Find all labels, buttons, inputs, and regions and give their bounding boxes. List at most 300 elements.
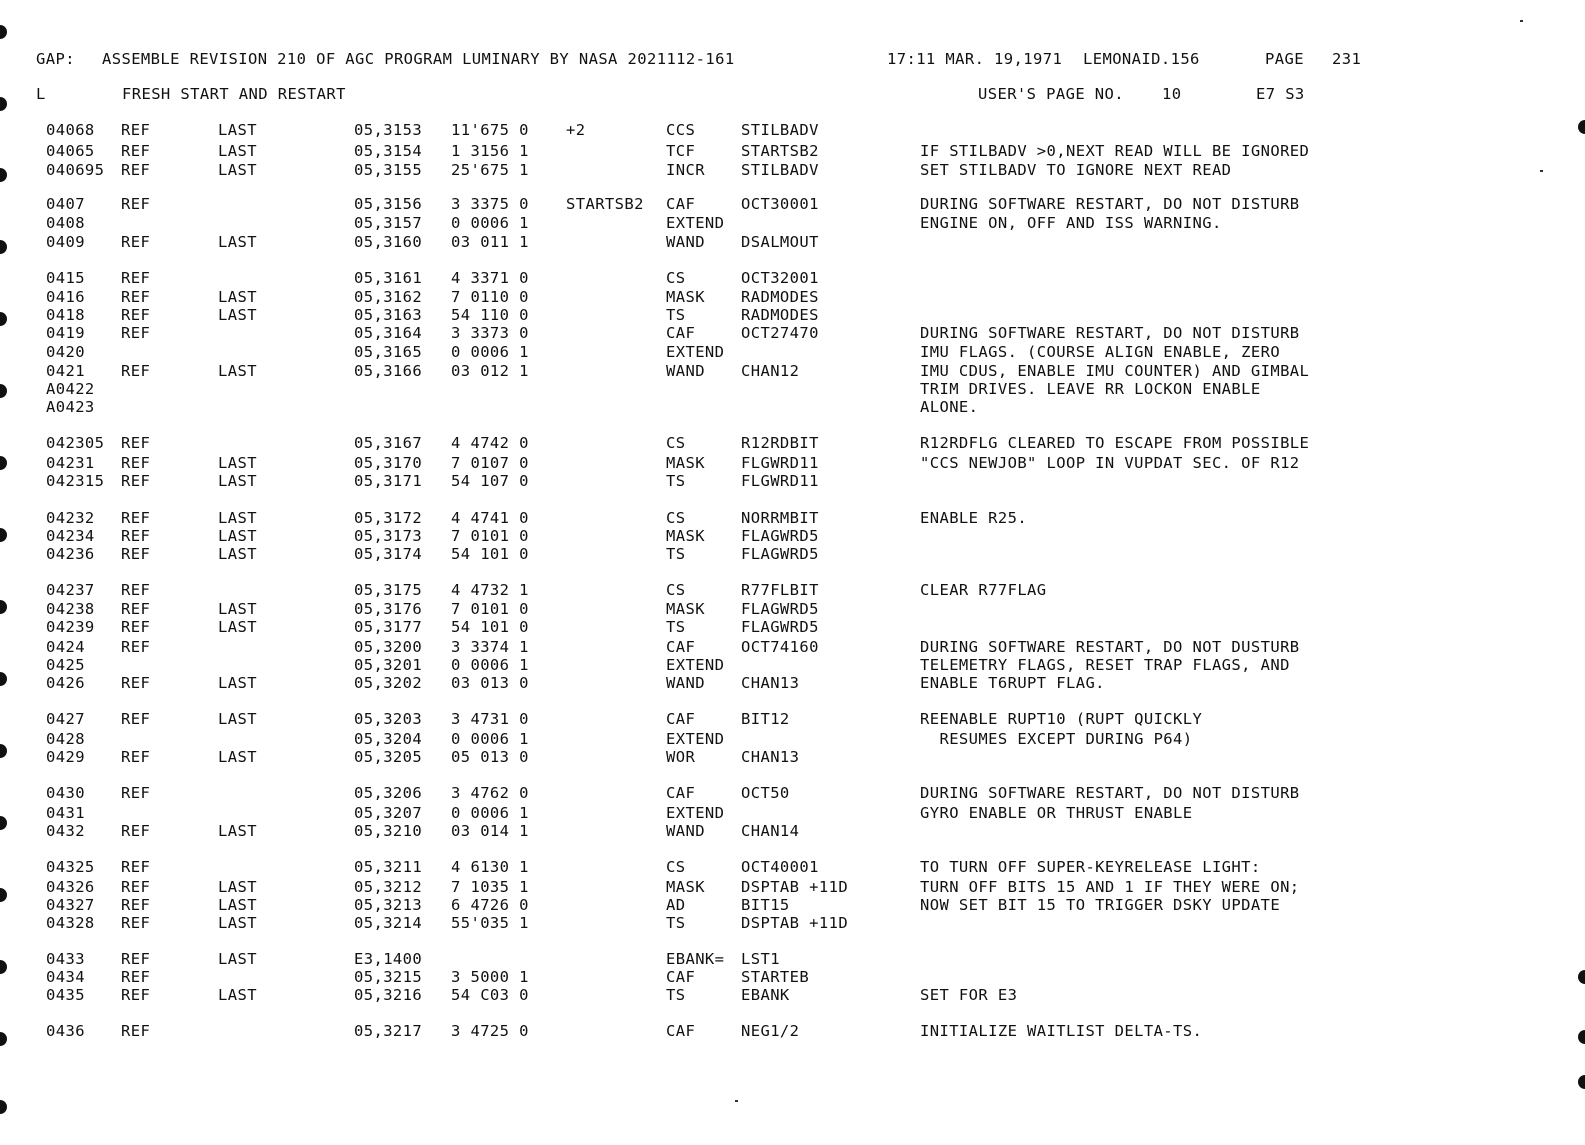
punch-hole <box>0 456 7 470</box>
statement-label: +2 <box>566 121 586 139</box>
ref: REF <box>121 454 151 472</box>
opcode: TS <box>666 472 686 490</box>
address: 05,3163 <box>354 306 423 324</box>
seq: 0434 <box>46 968 85 986</box>
opcode: CS <box>666 581 686 599</box>
ref: REF <box>121 233 151 251</box>
comment: CLEAR R77FLAG <box>920 581 1047 599</box>
octal-word: 6 4726 0 <box>451 896 529 914</box>
seq: 0428 <box>46 730 85 748</box>
operand: OCT74160 <box>741 638 819 656</box>
ref: REF <box>121 545 151 563</box>
address: 05,3206 <box>354 784 423 802</box>
seq: 04068 <box>46 121 95 139</box>
operand: R77FLBIT <box>741 581 819 599</box>
opcode: WAND <box>666 362 705 380</box>
octal-word: 0 0006 1 <box>451 804 529 822</box>
octal-word: 54 C03 0 <box>451 986 529 1004</box>
seq: 0436 <box>46 1022 85 1040</box>
operand: DSPTAB +11D <box>741 914 849 932</box>
operand: FLAGWRD5 <box>741 545 819 563</box>
operand: FLAGWRD5 <box>741 600 819 618</box>
address: 05,3156 <box>354 195 423 213</box>
octal-word: 7 1035 1 <box>451 878 529 896</box>
last-label: LAST <box>218 710 257 728</box>
section-header <box>0 84 1305 104</box>
seq: 0420 <box>46 343 85 361</box>
punch-hole <box>1578 970 1585 984</box>
address: 05,3204 <box>354 730 423 748</box>
address: 05,3171 <box>354 472 423 490</box>
punch-hole <box>0 25 7 39</box>
octal-word: 3 4762 0 <box>451 784 529 802</box>
address: 05,3170 <box>354 454 423 472</box>
address: 05,3165 <box>354 343 423 361</box>
opcode: MASK <box>666 454 705 472</box>
seq: 0407 <box>46 195 85 213</box>
opcode: WAND <box>666 233 705 251</box>
ref: REF <box>121 674 151 692</box>
seq: 0433 <box>46 950 85 968</box>
ref: REF <box>121 878 151 896</box>
octal-word: 54 110 0 <box>451 306 529 324</box>
listing-header <box>0 49 1362 69</box>
address: 05,3200 <box>354 638 423 656</box>
seq: 0419 <box>46 324 85 342</box>
octal-word: 55'035 1 <box>451 914 529 932</box>
address: 05,3154 <box>354 142 423 160</box>
ref: REF <box>121 269 151 287</box>
last-label: LAST <box>218 161 257 179</box>
ref: REF <box>121 288 151 306</box>
section-marker: L <box>36 85 46 103</box>
ref: REF <box>121 914 151 932</box>
seq: 0432 <box>46 822 85 840</box>
comment: TRIM DRIVES. LEAVE RR LOCKON ENABLE <box>920 380 1261 398</box>
octal-word: 3 3373 0 <box>451 324 529 342</box>
punch-hole <box>1578 120 1585 134</box>
octal-word: 7 0101 0 <box>451 600 529 618</box>
octal-word: 7 0110 0 <box>451 288 529 306</box>
opcode: TS <box>666 914 686 932</box>
address: 05,3161 <box>354 269 423 287</box>
comment: ENABLE R25. <box>920 509 1028 527</box>
ref: REF <box>121 618 151 636</box>
octal-word: 3 5000 1 <box>451 968 529 986</box>
octal-word: 4 4742 0 <box>451 434 529 452</box>
address: 05,3164 <box>354 324 423 342</box>
seq: 0429 <box>46 748 85 766</box>
address: 05,3153 <box>354 121 423 139</box>
seq: 042305 <box>46 434 105 452</box>
operand: CHAN13 <box>741 748 800 766</box>
address: 05,3155 <box>354 161 423 179</box>
assembly-title: ASSEMBLE REVISION 210 OF AGC PROGRAM LUMINARY BY NASA 2021112-161 <box>102 50 735 68</box>
seq: 04065 <box>46 142 95 160</box>
comment: GYRO ENABLE OR THRUST ENABLE <box>920 804 1193 822</box>
octal-word: 7 0101 0 <box>451 527 529 545</box>
ref: REF <box>121 968 151 986</box>
operand: EBANK <box>741 986 790 1004</box>
octal-word: 03 012 1 <box>451 362 529 380</box>
address: 05,3214 <box>354 914 423 932</box>
last-label: LAST <box>218 878 257 896</box>
octal-word: 11'675 0 <box>451 121 529 139</box>
octal-word: 3 4731 0 <box>451 710 529 728</box>
comment: DURING SOFTWARE RESTART, DO NOT DISTURB <box>920 195 1300 213</box>
seq: 04325 <box>46 858 95 876</box>
ref: REF <box>121 950 151 968</box>
last-label: LAST <box>218 306 257 324</box>
job-name: LEMONAID.156 <box>1083 50 1200 68</box>
octal-word: 25'675 1 <box>451 161 529 179</box>
operand: BIT12 <box>741 710 790 728</box>
seq: 04326 <box>46 878 95 896</box>
address: 05,3172 <box>354 509 423 527</box>
ref: REF <box>121 324 151 342</box>
octal-word: 7 0107 0 <box>451 454 529 472</box>
operand: RADMODES <box>741 288 819 306</box>
opcode: TS <box>666 306 686 324</box>
seq: 0421 <box>46 362 85 380</box>
opcode: AD <box>666 896 686 914</box>
seq: 0431 <box>46 804 85 822</box>
seq: 04231 <box>46 454 95 472</box>
operand: FLGWRD11 <box>741 472 819 490</box>
punch-hole <box>0 312 7 326</box>
opcode: CCS <box>666 121 696 139</box>
statement-label: STARTSB2 <box>566 195 644 213</box>
opcode: WOR <box>666 748 696 766</box>
opcode: CAF <box>666 638 696 656</box>
punch-hole <box>0 744 7 758</box>
opcode: EBANK= <box>666 950 725 968</box>
opcode: TS <box>666 545 686 563</box>
operand: RADMODES <box>741 306 819 324</box>
octal-word: 4 6130 1 <box>451 858 529 876</box>
address: 05,3173 <box>354 527 423 545</box>
opcode: EXTEND <box>666 214 725 232</box>
ref: REF <box>121 581 151 599</box>
address: 05,3217 <box>354 1022 423 1040</box>
operand: FLAGWRD5 <box>741 618 819 636</box>
last-label: LAST <box>218 674 257 692</box>
opcode: CS <box>666 509 686 527</box>
operand: STARTEB <box>741 968 810 986</box>
punch-hole <box>0 600 7 614</box>
seq: 0408 <box>46 214 85 232</box>
seq: 0416 <box>46 288 85 306</box>
opcode: CAF <box>666 784 696 802</box>
address: 05,3205 <box>354 748 423 766</box>
opcode: INCR <box>666 161 705 179</box>
octal-word: 05 013 0 <box>451 748 529 766</box>
last-label: LAST <box>218 950 257 968</box>
opcode: CAF <box>666 195 696 213</box>
operand: LST1 <box>741 950 780 968</box>
ref: REF <box>121 306 151 324</box>
seq: 04239 <box>46 618 95 636</box>
speck <box>735 1100 738 1102</box>
seq: 0435 <box>46 986 85 1004</box>
operand: OCT27470 <box>741 324 819 342</box>
ref: REF <box>121 161 151 179</box>
last-label: LAST <box>218 121 257 139</box>
comment: ENGINE ON, OFF AND ISS WARNING. <box>920 214 1222 232</box>
opcode: CS <box>666 269 686 287</box>
opcode: TCF <box>666 142 696 160</box>
speck <box>1520 20 1523 22</box>
opcode: CAF <box>666 1022 696 1040</box>
users-page-label: USER'S PAGE NO. <box>978 85 1124 103</box>
operand: CHAN13 <box>741 674 800 692</box>
address: 05,3201 <box>354 656 423 674</box>
address: 05,3167 <box>354 434 423 452</box>
address: 05,3215 <box>354 968 423 986</box>
opcode: MASK <box>666 600 705 618</box>
comment: TO TURN OFF SUPER-KEYRELEASE LIGHT: <box>920 858 1261 876</box>
ref: REF <box>121 1022 151 1040</box>
punch-hole <box>0 528 7 542</box>
last-label: LAST <box>218 362 257 380</box>
octal-word: 54 107 0 <box>451 472 529 490</box>
operand: STILBADV <box>741 161 819 179</box>
seq: 04234 <box>46 527 95 545</box>
comment: IF STILBADV >0,NEXT READ WILL BE IGNORED <box>920 142 1310 160</box>
address: 05,3203 <box>354 710 423 728</box>
seq: 0426 <box>46 674 85 692</box>
seq: 04237 <box>46 581 95 599</box>
ref: REF <box>121 822 151 840</box>
seq: 04327 <box>46 896 95 914</box>
opcode: EXTEND <box>666 730 725 748</box>
users-page-number: 10 <box>1162 85 1182 103</box>
address: 05,3210 <box>354 822 423 840</box>
last-label: LAST <box>218 454 257 472</box>
seq: 04328 <box>46 914 95 932</box>
octal-word: 0 0006 1 <box>451 343 529 361</box>
operand: BIT15 <box>741 896 790 914</box>
punch-hole <box>0 816 7 830</box>
punch-hole <box>0 888 7 902</box>
comment: ENABLE T6RUPT FLAG. <box>920 674 1105 692</box>
seq: A0422 <box>46 380 95 398</box>
opcode: CAF <box>666 710 696 728</box>
ref: REF <box>121 362 151 380</box>
comment: DURING SOFTWARE RESTART, DO NOT DISTURB <box>920 324 1300 342</box>
octal-word: 4 4732 1 <box>451 581 529 599</box>
last-label: LAST <box>218 896 257 914</box>
seq: 0424 <box>46 638 85 656</box>
punch-hole <box>0 960 7 974</box>
seq: 04236 <box>46 545 95 563</box>
comment: SET STILBADV TO IGNORE NEXT READ <box>920 161 1232 179</box>
ref: REF <box>121 434 151 452</box>
seq: 0418 <box>46 306 85 324</box>
comment: SET FOR E3 <box>920 986 1018 1004</box>
operand: OCT40001 <box>741 858 819 876</box>
page-label: PAGE <box>1265 50 1304 68</box>
ref: REF <box>121 527 151 545</box>
last-label: LAST <box>218 545 257 563</box>
comment: TELEMETRY FLAGS, RESET TRAP FLAGS, AND <box>920 656 1290 674</box>
opcode: CAF <box>666 968 696 986</box>
ref: REF <box>121 121 151 139</box>
octal-word: 54 101 0 <box>451 618 529 636</box>
address: 05,3202 <box>354 674 423 692</box>
seq: 0415 <box>46 269 85 287</box>
ref: REF <box>121 986 151 1004</box>
address: 05,3177 <box>354 618 423 636</box>
octal-word: 54 101 0 <box>451 545 529 563</box>
seq: 0409 <box>46 233 85 251</box>
opcode: CS <box>666 858 686 876</box>
address: 05,3166 <box>354 362 423 380</box>
address: 05,3162 <box>354 288 423 306</box>
last-label: LAST <box>218 748 257 766</box>
ref: REF <box>121 509 151 527</box>
address: 05,3176 <box>354 600 423 618</box>
octal-word: 1 3156 1 <box>451 142 529 160</box>
punch-hole <box>0 672 7 686</box>
ref: REF <box>121 600 151 618</box>
speck <box>1540 170 1543 172</box>
comment: INITIALIZE WAITLIST DELTA-TS. <box>920 1022 1203 1040</box>
octal-word: 0 0006 1 <box>451 656 529 674</box>
punch-hole <box>1578 1075 1585 1089</box>
operand: DSPTAB +11D <box>741 878 849 896</box>
operand: R12RDBIT <box>741 434 819 452</box>
seq: 04238 <box>46 600 95 618</box>
last-label: LAST <box>218 986 257 1004</box>
operand: STARTSB2 <box>741 142 819 160</box>
last-label: LAST <box>218 472 257 490</box>
ref: REF <box>121 142 151 160</box>
punch-hole <box>0 1032 7 1046</box>
address: E3,1400 <box>354 950 423 968</box>
operand: OCT50 <box>741 784 790 802</box>
punch-hole <box>0 384 7 398</box>
punch-hole <box>1578 1030 1585 1044</box>
address: 05,3160 <box>354 233 423 251</box>
octal-word: 0 0006 1 <box>451 730 529 748</box>
opcode: TS <box>666 986 686 1004</box>
seq: A0423 <box>46 398 95 416</box>
opcode: EXTEND <box>666 343 725 361</box>
address: 05,3207 <box>354 804 423 822</box>
address: 05,3174 <box>354 545 423 563</box>
ref: REF <box>121 784 151 802</box>
octal-word: 3 4725 0 <box>451 1022 529 1040</box>
page-number: 231 <box>1332 50 1362 68</box>
octal-word: 4 3371 0 <box>451 269 529 287</box>
opcode: CAF <box>666 324 696 342</box>
ref: REF <box>121 638 151 656</box>
operand: DSALMOUT <box>741 233 819 251</box>
address: 05,3211 <box>354 858 423 876</box>
punch-hole <box>0 240 7 254</box>
opcode: CS <box>666 434 686 452</box>
comment: R12RDFLG CLEARED TO ESCAPE FROM POSSIBLE <box>920 434 1310 452</box>
comment: "CCS NEWJOB" LOOP IN VUPDAT SEC. OF R12 <box>920 454 1300 472</box>
last-label: LAST <box>218 142 257 160</box>
opcode: MASK <box>666 527 705 545</box>
last-label: LAST <box>218 233 257 251</box>
operand: FLGWRD11 <box>741 454 819 472</box>
opcode: WAND <box>666 822 705 840</box>
bank-info: E7 S3 <box>1256 85 1305 103</box>
opcode: WAND <box>666 674 705 692</box>
address: 05,3216 <box>354 986 423 1004</box>
opcode: MASK <box>666 878 705 896</box>
gap-label: GAP: <box>36 50 75 68</box>
opcode: EXTEND <box>666 804 725 822</box>
opcode: TS <box>666 618 686 636</box>
octal-word: 3 3374 1 <box>451 638 529 656</box>
operand: CHAN12 <box>741 362 800 380</box>
address: 05,3175 <box>354 581 423 599</box>
comment: DURING SOFTWARE RESTART, DO NOT DUSTURB <box>920 638 1300 656</box>
address: 05,3212 <box>354 878 423 896</box>
address: 05,3157 <box>354 214 423 232</box>
ref: REF <box>121 748 151 766</box>
last-label: LAST <box>218 618 257 636</box>
last-label: LAST <box>218 288 257 306</box>
comment: RESUMES EXCEPT DURING P64) <box>920 730 1193 748</box>
octal-word: 03 013 0 <box>451 674 529 692</box>
operand: FLAGWRD5 <box>741 527 819 545</box>
operand: CHAN14 <box>741 822 800 840</box>
last-label: LAST <box>218 527 257 545</box>
last-label: LAST <box>218 509 257 527</box>
operand: NEG1/2 <box>741 1022 800 1040</box>
operand: NORRMBIT <box>741 509 819 527</box>
operand: OCT30001 <box>741 195 819 213</box>
octal-word: 3 3375 0 <box>451 195 529 213</box>
octal-word: 03 011 1 <box>451 233 529 251</box>
comment: IMU FLAGS. (COURSE ALIGN ENABLE, ZERO <box>920 343 1281 361</box>
seq: 0430 <box>46 784 85 802</box>
seq: 04232 <box>46 509 95 527</box>
opcode: MASK <box>666 288 705 306</box>
seq: 040695 <box>46 161 105 179</box>
ref: REF <box>121 195 151 213</box>
seq: 042315 <box>46 472 105 490</box>
last-label: LAST <box>218 914 257 932</box>
comment: IMU CDUS, ENABLE IMU COUNTER) AND GIMBAL <box>920 362 1310 380</box>
comment: NOW SET BIT 15 TO TRIGGER DSKY UPDATE <box>920 896 1281 914</box>
last-label: LAST <box>218 600 257 618</box>
section-title: FRESH START AND RESTART <box>122 85 346 103</box>
octal-word: 03 014 1 <box>451 822 529 840</box>
last-label: LAST <box>218 822 257 840</box>
operand: STILBADV <box>741 121 819 139</box>
opcode: EXTEND <box>666 656 725 674</box>
operand: OCT32001 <box>741 269 819 287</box>
ref: REF <box>121 858 151 876</box>
datetime: 17:11 MAR. 19,1971 <box>887 50 1063 68</box>
comment: TURN OFF BITS 15 AND 1 IF THEY WERE ON; <box>920 878 1300 896</box>
address: 05,3213 <box>354 896 423 914</box>
punch-hole <box>0 1100 7 1114</box>
ref: REF <box>121 472 151 490</box>
comment: DURING SOFTWARE RESTART, DO NOT DISTURB <box>920 784 1300 802</box>
seq: 0425 <box>46 656 85 674</box>
octal-word: 0 0006 1 <box>451 214 529 232</box>
ref: REF <box>121 710 151 728</box>
ref: REF <box>121 896 151 914</box>
octal-word: 4 4741 0 <box>451 509 529 527</box>
